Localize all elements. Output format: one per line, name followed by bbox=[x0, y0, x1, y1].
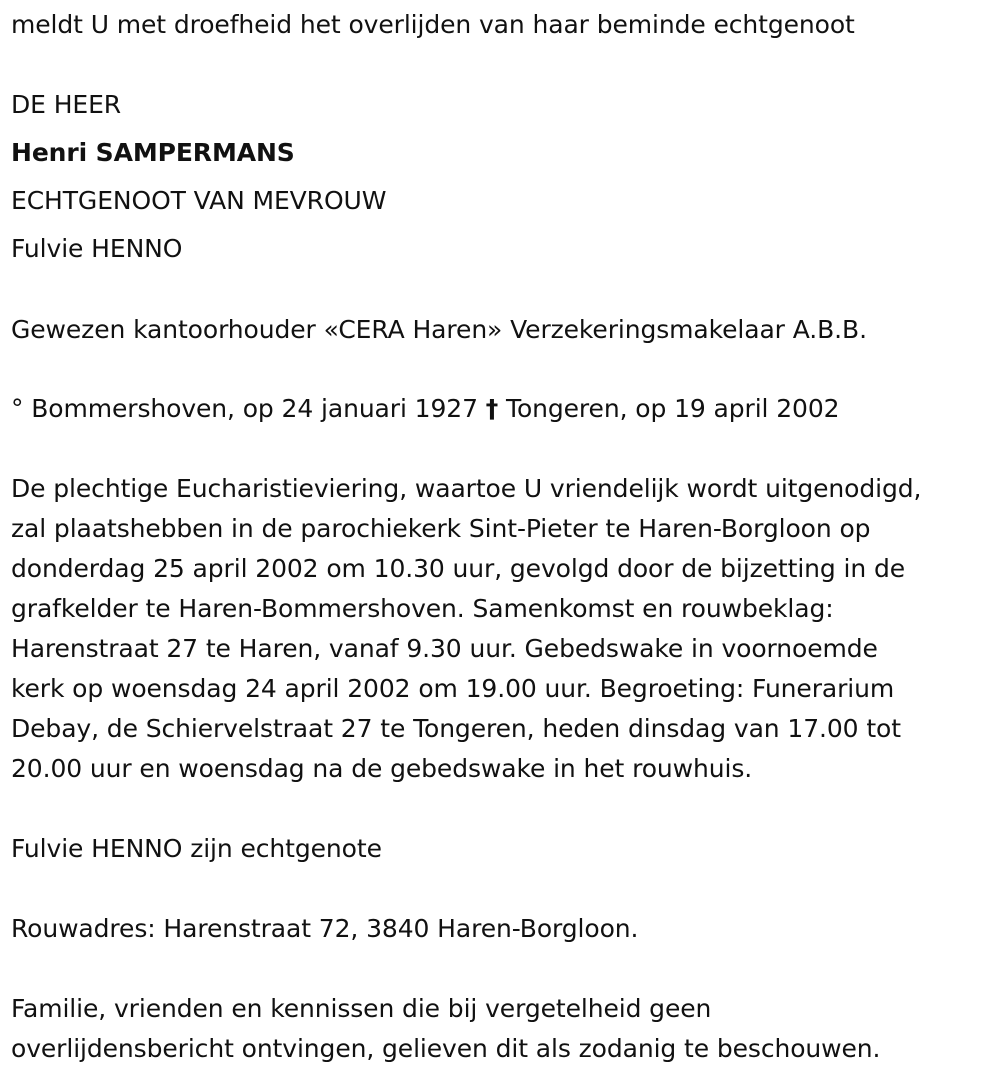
ceremony-line: 20.00 uur en woensdag na de gebedswake in het rouwhuis. bbox=[11, 754, 753, 783]
occupation-text: Gewezen kantoorhouder «CERA Haren» Verzekeringsmakelaar A.B.B. bbox=[11, 315, 867, 344]
spouse-name: Fulvie HENNO bbox=[11, 234, 183, 263]
birth-text: ° Bommershoven, op 24 januari 1927 bbox=[11, 394, 478, 423]
ceremony-line: Harenstraat 27 te Haren, vanaf 9.30 uur. Gebedswake in voornoemde bbox=[11, 634, 878, 663]
signature-text: Fulvie HENNO zijn echtgenote bbox=[11, 834, 382, 863]
ceremony-line: De plechtige Eucharistieviering, waartoe U vriendelijk wordt uitgenodigd, bbox=[11, 474, 922, 503]
ceremony-paragraph bbox=[11, 469, 996, 789]
deceased-name: Henri SAMPERMANS bbox=[11, 138, 295, 167]
ceremony-line: zal plaatshebben in de parochiekerk Sint-Pieter te Haren-Borgloon op bbox=[11, 514, 871, 543]
closing-paragraph bbox=[11, 989, 996, 1069]
title-prefix: DE HEER bbox=[11, 90, 122, 119]
closing-line: overlijdensbericht ontvingen, gelieven dit als zodanig te beschouwen. bbox=[11, 1034, 881, 1063]
life-dates bbox=[11, 389, 839, 429]
ceremony-line: kerk op woensdag 24 april 2002 om 19.00 uur. Begroeting: Funerarium bbox=[11, 674, 895, 703]
spouse-title: ECHTGENOOT VAN MEVROUW bbox=[11, 186, 387, 215]
ceremony-line: Debay, de Schiervelstraat 27 te Tongeren, heden dinsdag van 17.00 tot bbox=[11, 714, 901, 743]
address-text: Rouwadres: Harenstraat 72, 3840 Haren-Borgloon. bbox=[11, 914, 639, 943]
intro-text: meldt U met droefheid het overlijden van haar beminde echtgenoot bbox=[11, 10, 855, 39]
cross-icon: † bbox=[485, 394, 499, 423]
closing-line: Familie, vrienden en kennissen die bij vergetelheid geen bbox=[11, 994, 712, 1023]
ceremony-line: donderdag 25 april 2002 om 10.30 uur, gevolgd door de bijzetting in de bbox=[11, 554, 906, 583]
ceremony-line: grafkelder te Haren-Bommershoven. Samenkomst en rouwbeklag: bbox=[11, 594, 834, 623]
death-text: Tongeren, op 19 april 2002 bbox=[506, 394, 840, 423]
